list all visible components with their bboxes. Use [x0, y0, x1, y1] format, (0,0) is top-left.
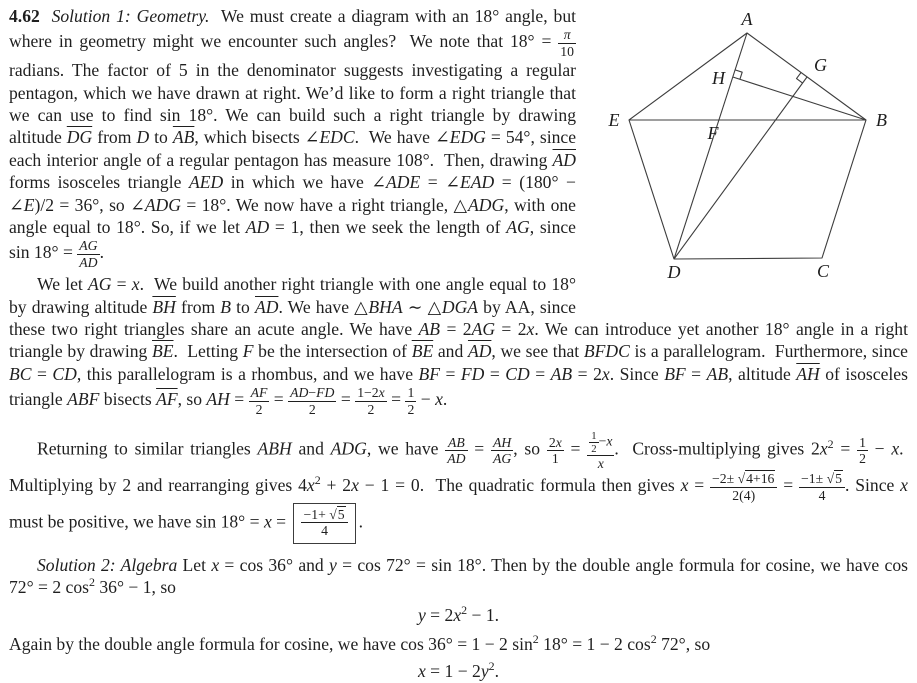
solution2-paragraph-2: Again by the double angle formula for cosine, we have cos 36° = 1 − 2 $\sin^2 18^\circ = 1 - 2$ $\cos^2 72^\circ$, so: [9, 632, 711, 654]
right-angle-mark-g: [797, 73, 803, 84]
solution1-paragraph-3: Returning to similar triangles ABH and ADG, we have $\frac{AB}{AD}$ = $\frac{AH}{AG}$ , so $\frac{2x}{1}$ = $\frac{1}{2}$ −x x . Cross-multiplying gives $2x^2$ = $\frac{1}{2}$ − x. Multiplying by 2 and rearranging gives $4x^2 + 2x - 1 = 0$. The quadratic formula then gives x = $\frac{-2\pm √4+16}{2(4)}$ = $\frac{-1\pm √5}{4}$ . Since x must be positive, we have sin 18° = x = $\frac{-1+ √5}{4}$ .: [9, 430, 908, 544]
pentagon-diagram-svg: [586, 5, 908, 297]
solution2-paragraph-1: Solution 2: Algebra Let x = cos 36° and y = cos 72° = sin 18°. Then by the double angle formula for cosine, we have cos 72° = 2 $\cos^2 36^\circ - 1$, so: [9, 554, 908, 598]
equation-x: $x = 1 - 2y^2$.: [417, 659, 500, 682]
vertex-label-d: D: [667, 262, 681, 282]
vertex-label-g: G: [814, 55, 827, 75]
vertex-label-b: B: [876, 110, 887, 130]
vertex-label-c: C: [816, 261, 830, 281]
pentagon-outline: [629, 33, 866, 259]
pentagon-diagram: [586, 5, 908, 297]
vertex-label-a: A: [741, 9, 753, 29]
solution1-paragraph-2: We let AG = x. We build another right triangle with one angle equal to 18° by drawing altitude $\overline{BH}$ from B to $\overline{AD}$. We have △BHA ∼ △DGA by AA, since these two right triangles share an acute angle. We have AB = 2AG = 2x. We can introduce yet another 18° angle in a right triangle by drawing $\overline{BE}$. Letting F be the intersection of $\overline{BE}$ and $\overline{AD}$, we see that BFDC is a parallelogram. Furthermore, since BC = CD, this parallelogram is a rhombus, and we have BF = FD = CD = AB = 2x. Since BF = AB, altitude $\overline{AH}$ of isosceles triangle ABF bisects $\overline{AF}$, so AH = $\frac{AF}{2}$ = $\frac{AD-FD}{2}$ = $\frac{1-2x}{2}$ = $\frac{1}{2}$ − x.: [9, 274, 908, 417]
solution1-paragraph: 4.62 Solution 1: Geometry. We must create a diagram with an 18° angle, but where in geometry might we encounter such angles? We note that 18° = $\frac{\pi}{10}$ radians. The factor of 5 in the denominator suggests investigating a regular pentagon, which we have drawn at right. We’d like to form a right triangle that we can use to find sin 18°. We can build such a right triangle by drawing altitude $\overline{DG}$ from D to $\overline{AB}$, which bisects ∠EDC. We have ∠EDG = 54°, since each interior angle of a regular pentagon has measure 108°. Then, drawing $\overline{AD}$ forms isosceles triangle AED in which we have ∠ADE = ∠EAD = (180° − ∠E)/2 = 36°, so ∠ADG = 18°. We now have a right triangle, △ADG, with one angle equal to 18°. So, if we let AD = 1, then we seek the length of AG, since sin 18° = $\frac{AG}{AD}$ .: [9, 6, 577, 270]
altitude-dg: [674, 77, 807, 259]
vertex-label-e: E: [608, 110, 620, 130]
vertex-label-f: F: [707, 123, 719, 143]
vertex-label-h: H: [712, 68, 725, 88]
equation-y: $y = 2x^2 - 1$.: [417, 602, 500, 625]
altitude-bh: [733, 77, 866, 120]
diagonal-ad: [674, 33, 747, 259]
